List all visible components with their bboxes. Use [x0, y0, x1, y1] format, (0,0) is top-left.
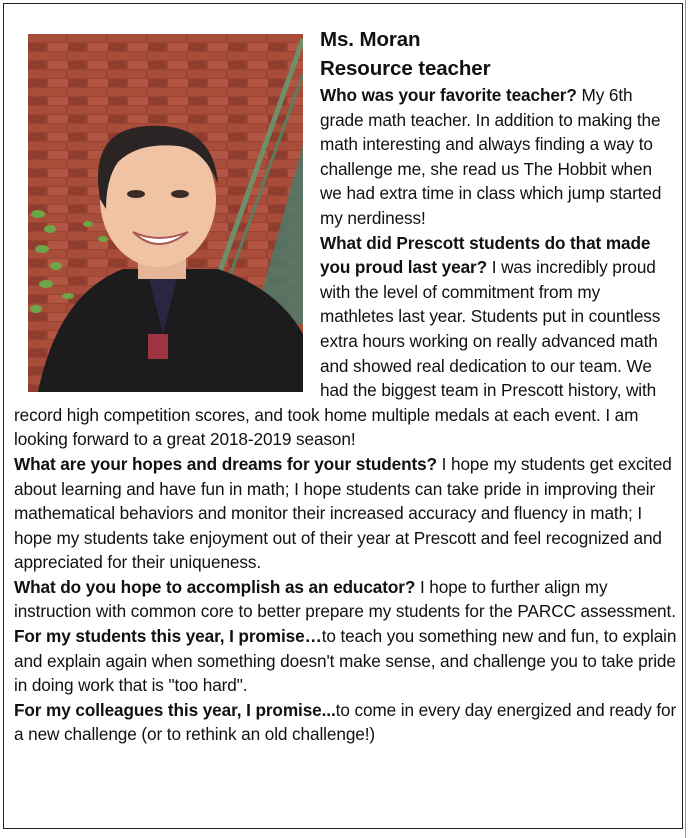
- question: For my students this year, I promise…: [14, 626, 322, 647]
- question: For my colleagues this year, I promise...: [14, 699, 336, 720]
- qa-item: [14, 575, 678, 624]
- answer: I hope to further align my instruction with common core to better prepare my students for the PARCC assessment.: [14, 576, 676, 622]
- teacher-role: Resource teacher: [320, 57, 491, 80]
- qa-item: [14, 452, 678, 575]
- question: What are your hopes and dreams for your students?: [14, 453, 437, 474]
- answer: to teach you something new and fun, to explain and explain again when something doesn't make sense, and challenge you to take pride in doing work that is "too hard".: [14, 626, 677, 696]
- answer: to come in every day energized and ready for a new challenge (or to rethink an old challenge!): [14, 699, 677, 745]
- photo-spacer: [14, 25, 320, 400]
- question: What do you hope to accomplish as an educator?: [14, 576, 416, 597]
- profile-text: [14, 25, 678, 747]
- question: Who was your favorite teacher?: [320, 85, 577, 105]
- answer: I was incredibly proud with the level of commitment from my mathletes last year. Students put in countless extra hours working on really advanced math and showed real dedication to our team. We had the biggest team in Prescott history, with record high competition scores, and took home multiple medals at each event. I am looking forward to a great 2018-2019 season!: [14, 257, 661, 450]
- question: What did Prescott students do that made you proud last year?: [320, 232, 651, 278]
- answer: My 6th grade math teacher. In addition to making the math interesting and always finding a way to challenge me, she read us The Hobbit when we had extra time in class which jump started my nerdiness!: [320, 85, 662, 228]
- qa-item: [14, 698, 678, 747]
- teacher-name: Ms. Moran: [320, 28, 421, 51]
- qa-item: [14, 624, 678, 698]
- page-edge-divider: [685, 0, 686, 838]
- answer: I hope my students get excited about learning and have fun in math; I hope students can take pride in improving their mathematical behaviors and monitor their increased accuracy and fluency in math; I hope my students take enjoyment out of their year at Prescott and feel recognized and appreciated for their uniqueness.: [14, 453, 672, 573]
